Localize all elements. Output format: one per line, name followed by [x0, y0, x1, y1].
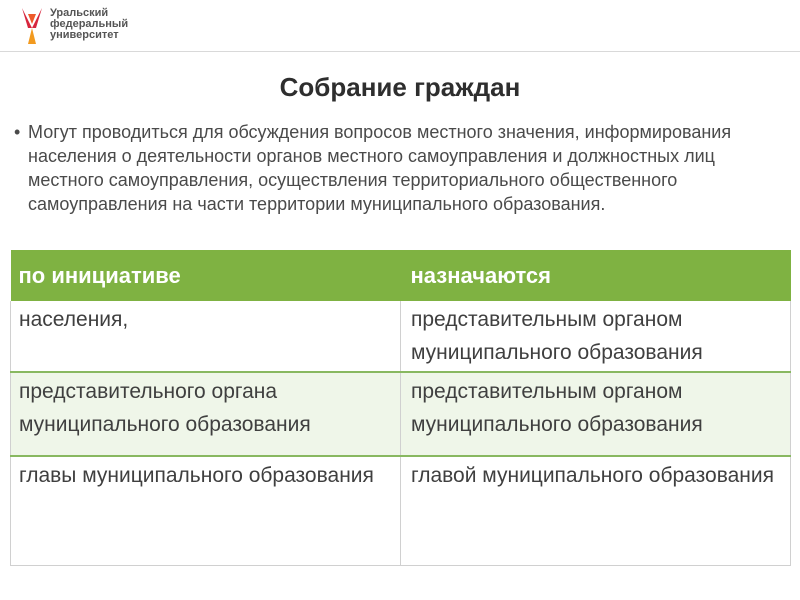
table-cell-appointed: представительным органом муниципального образования [401, 372, 791, 456]
bullet-icon: • [14, 122, 21, 142]
table-cell-appointed: главой муниципального образования [401, 456, 791, 566]
table-cell-initiative: представительного органа муниципального образования [11, 372, 401, 456]
logo-line: федеральный [50, 18, 129, 30]
table-header-row [11, 250, 791, 301]
table-row [11, 372, 791, 456]
university-logo [18, 6, 128, 46]
table-row [11, 456, 791, 566]
table-cell-initiative: населения, [11, 301, 401, 372]
header-divider [0, 51, 800, 52]
table-row [11, 301, 791, 372]
university-logo-icon [18, 6, 46, 46]
page-title: Собрание граждан [279, 72, 521, 102]
bullet-item [14, 120, 784, 216]
header-appointed: назначаются [401, 250, 791, 301]
logo-line: Уральский [50, 7, 109, 19]
table-cell-initiative: главы муниципального образования [11, 456, 401, 566]
table-cell-appointed: представительным органом муниципального образования [401, 301, 791, 372]
initiative-table [10, 250, 791, 566]
bullet-text: Могут проводиться для обсуждения вопросов местного значения, информирования населения о деятельности органов местного самоуправления и должностных лиц местного самоуправления, осуществления территориального общественного самоуправления на части территории муниципального образования. [28, 122, 732, 214]
logo-text [50, 8, 128, 41]
header-initiative: по инициативе [11, 250, 401, 301]
logo-line: университет [50, 29, 119, 41]
